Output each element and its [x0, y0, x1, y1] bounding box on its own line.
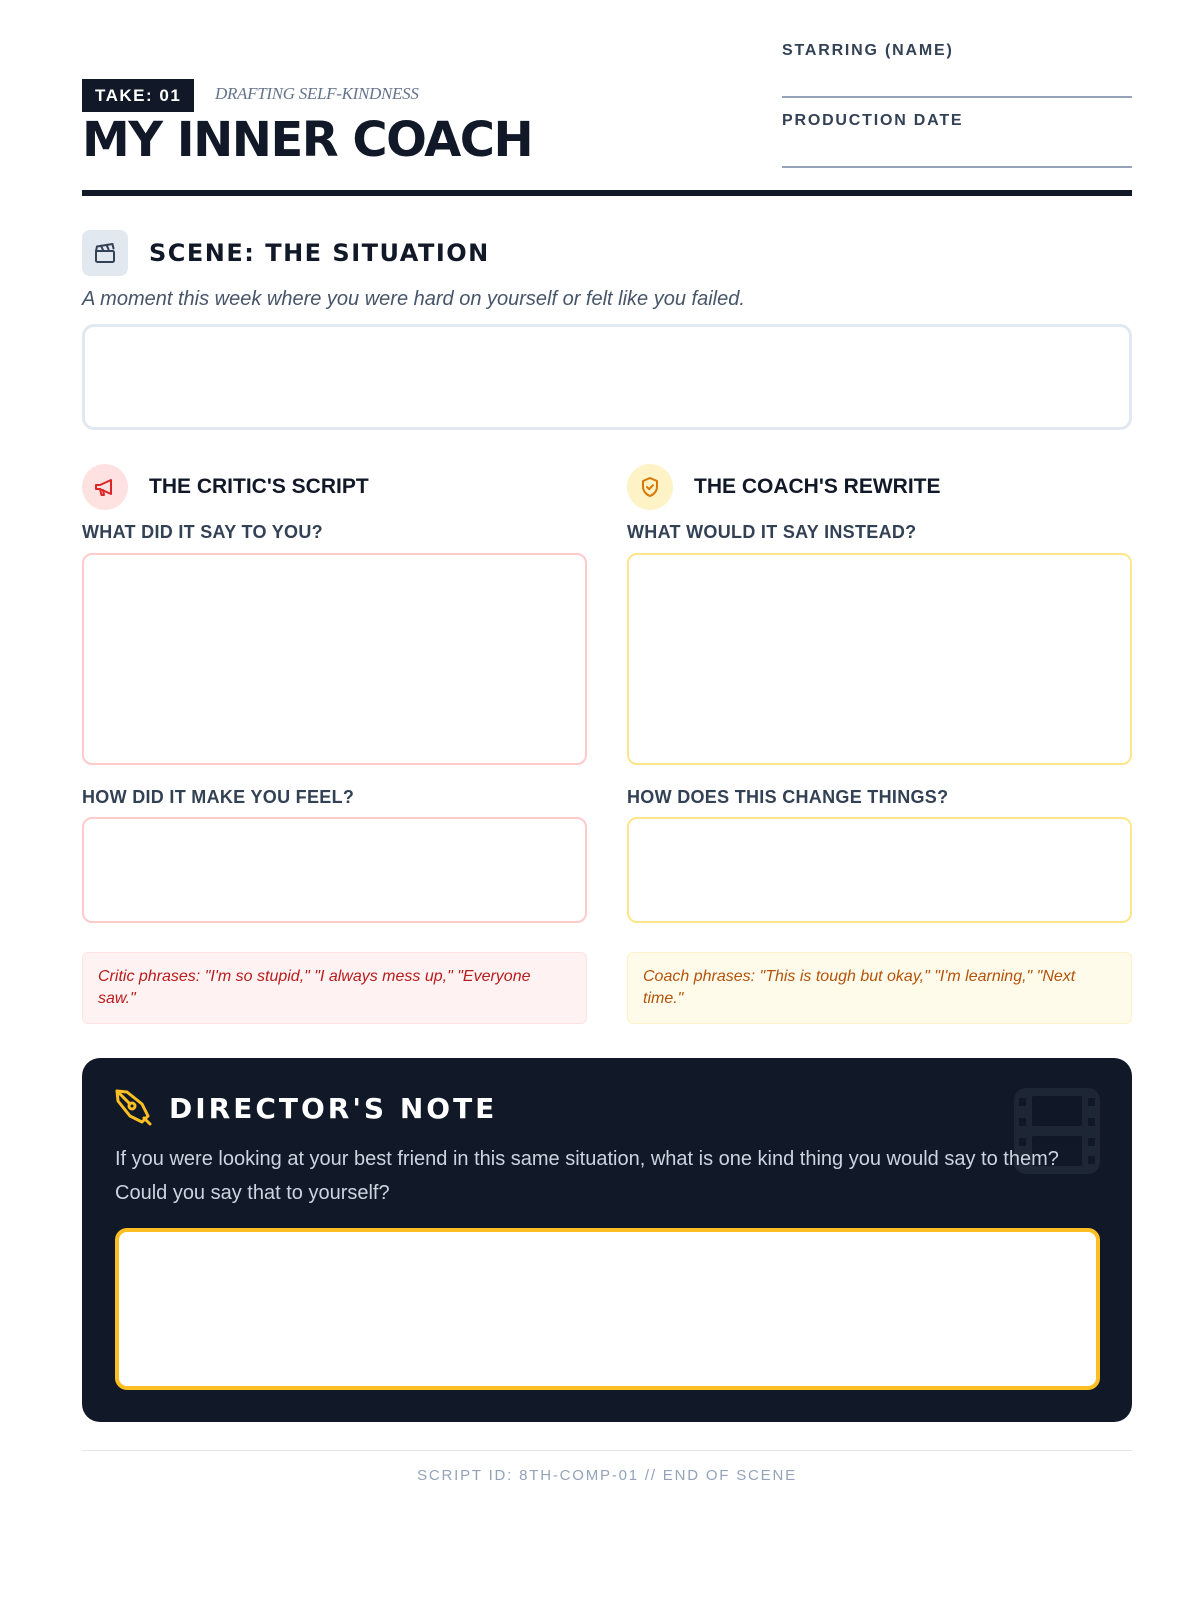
directors-note-title: DIRECTOR'S NOTE — [169, 1092, 498, 1125]
coach-phrases-tip: Coach phrases: "This is tough but okay," "I'm learning," "Next time." — [627, 952, 1132, 1024]
coach-title: THE COACH'S REWRITE — [694, 475, 941, 498]
starring-name-field[interactable] — [782, 42, 1132, 98]
megaphone-icon — [82, 464, 128, 510]
critic-answer-1-box[interactable] — [82, 553, 587, 765]
production-date-label: PRODUCTION DATE — [782, 112, 964, 129]
scene-prompt: A moment this week where you were hard on yourself or felt like you failed. — [82, 288, 745, 310]
coach-question-1: WHAT WOULD IT SAY INSTEAD? — [627, 522, 917, 542]
page-subtitle: DRAFTING SELF-KINDNESS — [215, 84, 419, 103]
pen-nib-icon — [114, 1088, 154, 1128]
coach-answer-2-box[interactable] — [627, 817, 1132, 923]
starring-name-label: STARRING (NAME) — [782, 42, 954, 59]
clapperboard-icon — [82, 230, 128, 276]
page-header — [82, 0, 1132, 196]
coach-answer-1-box[interactable] — [627, 553, 1132, 765]
shield-icon — [627, 464, 673, 510]
production-date-field[interactable] — [782, 112, 1132, 168]
critic-question-1: WHAT DID IT SAY TO YOU? — [82, 522, 323, 542]
critic-question-2: HOW DID IT MAKE YOU FEEL? — [82, 787, 355, 807]
critic-answer-2-box[interactable] — [82, 817, 587, 923]
directors-note-answer-box[interactable] — [115, 1228, 1100, 1390]
scene-title: SCENE: THE SITUATION — [149, 239, 490, 267]
page-title: MY INNER COACH — [82, 112, 533, 168]
directors-note-prompt: If you were looking at your best friend in this same situation, what is one kind thing you would say to them? Could you say that to yourself? — [115, 1148, 1059, 1204]
take-badge: TAKE: 01 — [82, 79, 194, 112]
scene-answer-box[interactable] — [82, 324, 1132, 430]
coach-question-2: HOW DOES THIS CHANGE THINGS? — [627, 787, 949, 807]
critic-phrases-tip: Critic phrases: "I'm so stupid," "I always mess up," "Everyone saw." — [82, 952, 587, 1024]
directors-note-panel — [82, 1058, 1132, 1422]
worksheet-page — [82, 0, 1132, 1600]
footer-divider — [82, 1450, 1132, 1451]
footer-script-id: SCRIPT ID: 8TH-COMP-01 // END OF SCENE — [417, 1467, 797, 1484]
critic-title: THE CRITIC'S SCRIPT — [149, 475, 369, 498]
